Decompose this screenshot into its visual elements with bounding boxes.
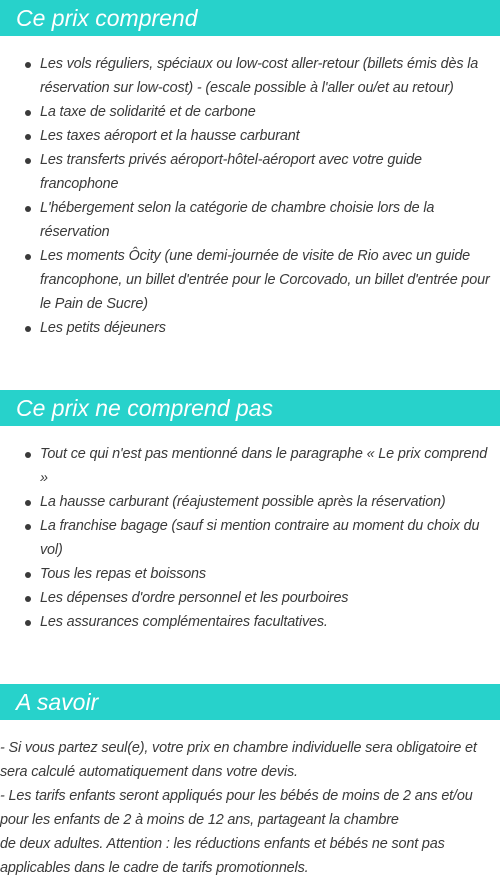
included-item: La taxe de solidarité et de carbone bbox=[0, 100, 500, 124]
included-title: Ce prix comprend bbox=[16, 4, 198, 31]
excluded-title: Ce prix ne comprend pas bbox=[16, 394, 273, 421]
included-item: Les moments Ôcity (une demi-journée de visite de Rio avec un guide francophone, un billet d'entrée pour le Corcovado, un billet d'entrée pour le Pain de Sucre) bbox=[0, 244, 500, 316]
info-title: A savoir bbox=[16, 688, 99, 715]
included-list bbox=[0, 36, 500, 340]
excluded-item: La franchise bagage (sauf si mention contraire au moment du choix du vol) bbox=[0, 514, 500, 562]
included-header bbox=[0, 0, 500, 36]
excluded-item: La hausse carburant (réajustement possible après la réservation) bbox=[0, 490, 500, 514]
info-paragraph: - Si vous partez seul(e), votre prix en chambre individuelle sera obligatoire et sera calculé automatiquement dans votre devis. bbox=[0, 740, 477, 780]
included-item: Les taxes aéroport et la hausse carburant bbox=[0, 124, 500, 148]
excluded-list bbox=[0, 426, 500, 634]
info-notes bbox=[0, 720, 500, 880]
info-header bbox=[0, 684, 500, 720]
excluded-item: Tous les repas et boissons bbox=[0, 562, 500, 586]
excluded-item: Les dépenses d'ordre personnel et les pourboires bbox=[0, 586, 500, 610]
included-item: Les petits déjeuners bbox=[0, 316, 500, 340]
included-item: Les transferts privés aéroport-hôtel-aéroport avec votre guide francophone bbox=[0, 148, 500, 196]
included-item: Les vols réguliers, spéciaux ou low-cost aller-retour (billets émis dès la réservation sur low-cost) - (escale possible à l'aller ou/et au retour) bbox=[0, 52, 500, 100]
info-paragraph: - Les tarifs enfants seront appliqués pour les bébés de moins de 2 ans et/ou pour les enfants de 2 à moins de 12 ans, partageant la chambre bbox=[0, 788, 473, 828]
info-paragraph: de deux adultes. Attention : les réductions enfants et bébés ne sont pas applicables dans le cadre de tarifs promotionnels. bbox=[0, 836, 445, 876]
excluded-item: Tout ce qui n'est pas mentionné dans le paragraphe « Le prix comprend » bbox=[0, 442, 500, 490]
included-item: L'hébergement selon la catégorie de chambre choisie lors de la réservation bbox=[0, 196, 500, 244]
excluded-item: Les assurances complémentaires facultatives. bbox=[0, 610, 500, 634]
excluded-header bbox=[0, 390, 500, 426]
